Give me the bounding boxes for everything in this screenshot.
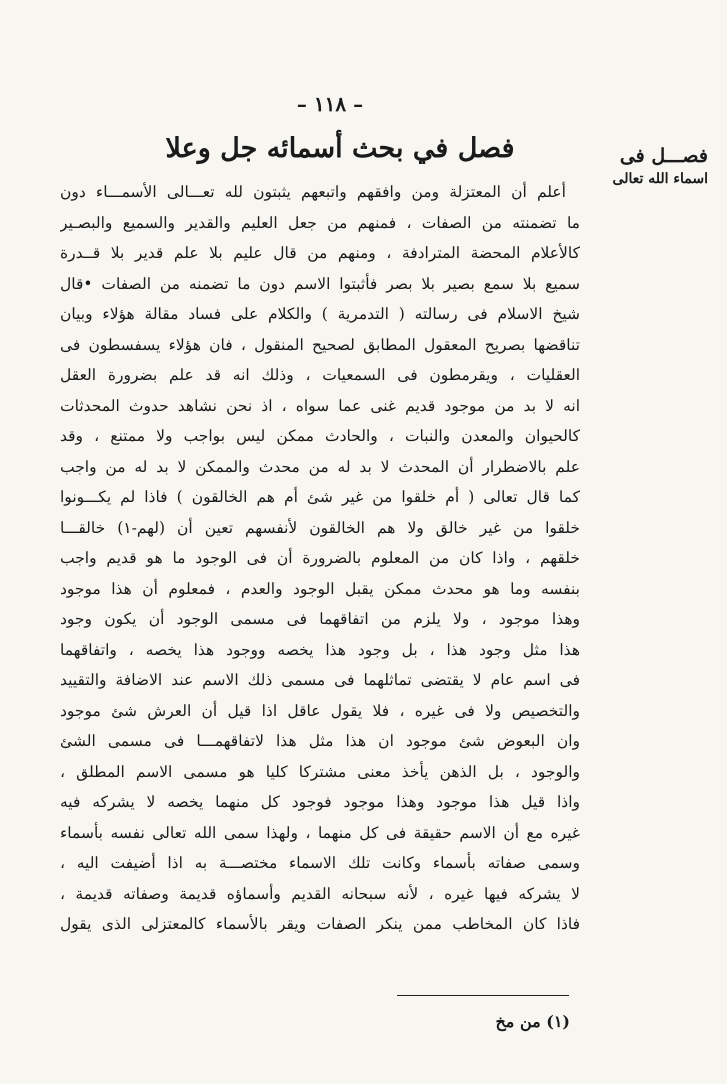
body-line: خلقهم ، واذا كان من المعلوم بالضرورة أن فى الوجود ما هو قديم واجب — [60, 549, 580, 567]
body-line: بنفسه وما هو محدث ممكن يقبل الوجود والعدم ، فمعلوم أن هذا موجود — [60, 579, 580, 598]
body-line: هذا مثل وجود هذا ، بل وجود هذا يخصه ووجود هذا يخصه ، واتفاقهما — [60, 640, 580, 659]
footnote: (١) من مخ — [495, 1012, 570, 1031]
body-line: وهذا موجود ، ولا يلزم من اتفاقهما فى مسمى الوجود أن يكون وجود — [60, 610, 580, 628]
margin-heading — [588, 145, 708, 191]
body-line: وان البعوض شئ موجود ان هذا مثل هذا لاتفاقهمـــا فى مسمى الشئ — [60, 732, 580, 750]
body-line: وسمى صفاته بأسماء وكانت تلك الاسماء مختصـــة به اذا أضيفت اليه ، — [60, 854, 580, 872]
body-line: والوجود ، بل الذهن يأخذ معنى مشتركا كليا هو مسمى الاسم المطلق ، — [60, 762, 580, 781]
body-line: انه لا بد من موجود قديم غنى عما سواه ، اذ نحن نشاهد حدوث المحدثات — [60, 396, 580, 415]
chapter-title: فصل في بحث أسمائه جل وعلا — [165, 133, 515, 164]
body-line: كالحيوان والمعدن والنبات ، والحادث ممكن ليس بواجب ولا ممتنع ، وقد — [60, 427, 580, 445]
body-line: واذا قيل هذا موجود وهذا موجود فوجود كل منهما يخصه لا يشركه فيه — [60, 793, 580, 811]
page-number: – ١١٨ – — [296, 92, 364, 116]
body-line: سميع بلا سمع بصير بلا بصر فأثبتوا الاسم دون ما تضمنه من الصفات •قال — [60, 274, 580, 293]
body-line: فى اسم عام لا يقتضى تماثلهما فى مسمى ذلك الاسم عند الاضافة والتقييد — [60, 671, 580, 689]
body-line: العقليات ، ويقرمطون فى السمعيات ، وذلك انه قد علم بضرورة العقل — [60, 366, 580, 384]
body-line: غيره مع أن الاسم حقيقة فى كل منهما ، ولهذا سمى الله تعالى نفسه بأسماء — [60, 823, 580, 842]
body-line: لا يشركه فيها غيره ، لأنه سبحانه القديم وأسماؤه قديمة وصفاته قديمة ، — [60, 884, 580, 903]
footnote-rule — [397, 995, 569, 996]
body-text — [60, 177, 580, 940]
body-line: كما قال تعالى ( أم خلقوا من غير شئ أم هم الخالقون ) فاذا لم يكـــونوا — [60, 488, 580, 506]
margin-heading-line-2: اسماء الله تعالى — [612, 171, 708, 187]
body-line: ما تضمنته من الصفات ، فمنهم من جعل العليم والقدير والسميع والبصـير — [60, 213, 580, 232]
margin-heading-line-1: فصـــل فى — [619, 145, 708, 167]
body-line: خلقوا من غير خالق ولا هم الخالقون لأنفسهم تعين أن (لهم-١) خالقـــا — [60, 518, 580, 537]
body-line: أعلم أن المعتزلة ومن وافقهم واتبعهم يثبتون لله تعـــالى الأسمـــاء دون — [60, 183, 566, 201]
body-line: فاذا كان المخاطب ممن ينكر الصفات ويقر بالأسماء كالمعتزلى الذى يقول — [60, 915, 580, 933]
body-line: والتخصيص ولا فى غيره ، فلا يقول عاقل اذا قيل أن العرش شئ موجود — [60, 701, 580, 720]
body-line: علم بالاضطرار أن المحدث لا بد له من محدث والممكن لا بد له من واجب — [60, 457, 580, 476]
body-line: شيخ الاسلام فى رسالته ( التدمرية ) والكلام على فساد مقالة هؤلاء وبيان — [60, 305, 580, 323]
body-line: تناقضها بصريح المعقول المطابق لصحيح المنقول ، فان هؤلاء يسفسطون فى — [60, 335, 580, 354]
body-line: كالأعلام المحضة المترادفة ، ومنهم من قال عليم بلا علم قدير بلا قــدرة — [60, 244, 580, 262]
